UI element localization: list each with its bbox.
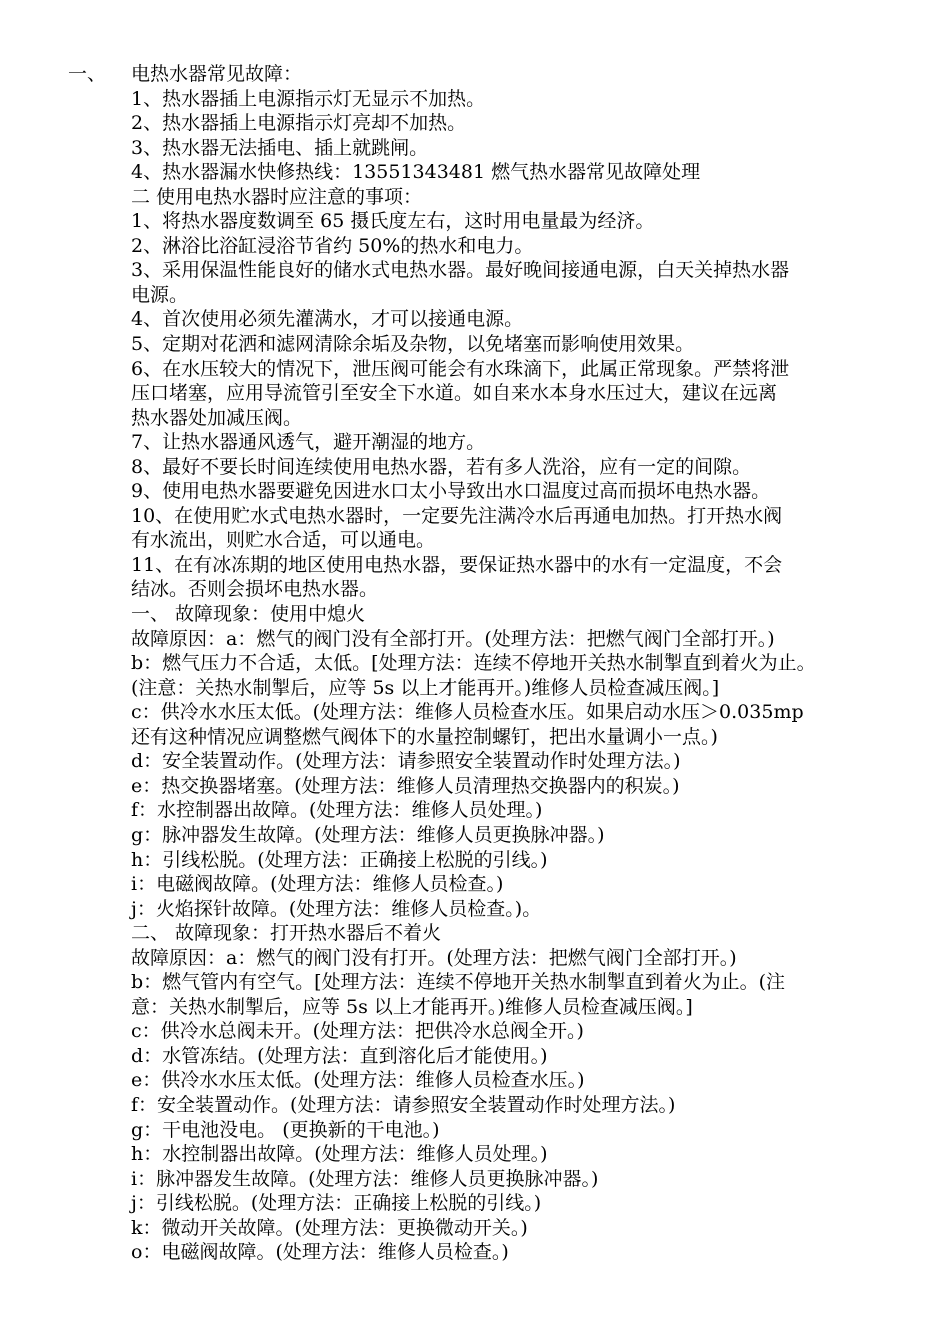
- text-line: o：电磁阀故障。(处理方法：维修人员检查。): [131, 1241, 509, 1264]
- text-line: 意：关热水制掣后，应等 5s 以上才能再开。)维修人员检查减压阀。]: [131, 995, 693, 1018]
- text-line: b：燃气管内有空气。[处理方法：连续不停地开关热水制掣直到着火为止。(注: [131, 971, 785, 994]
- text-line: h：水控制器出故障。(处理方法：维修人员处理。): [131, 1143, 548, 1166]
- text-line: b：燃气压力不合适，太低。[处理方法：连续不停地开关热水制掣直到着火为止。: [131, 652, 816, 675]
- text-line: 5、定期对花洒和滤网清除余垢及杂物，以免堵塞而影响使用效果。: [131, 333, 695, 356]
- text-line: k：微动开关故障。(处理方法：更换微动开关。): [131, 1216, 528, 1239]
- text-line: 有水流出，则贮水合适，可以通电。: [131, 529, 436, 552]
- text-line: f：安全装置动作。(处理方法：请参照安全装置动作时处理方法。): [131, 1093, 676, 1116]
- text-line: 1、热水器插上电源指示灯无显示不加热。: [131, 87, 486, 110]
- text-line: 6、在水压较大的情况下，泄压阀可能会有水珠滴下，此属正常现象。严禁将泄: [131, 357, 790, 380]
- text-line: 3、采用保温性能良好的储水式电热水器。最好晚间接通电源，白天关掉热水器: [131, 259, 790, 282]
- text-line: j：引线松脱。(处理方法：正确接上松脱的引线。): [131, 1192, 542, 1215]
- text-line: 热水器处加减压阀。: [131, 406, 303, 429]
- text-line: 电源。: [131, 283, 189, 306]
- section-heading: [68, 62, 895, 87]
- text-line: 1、将热水器度数调至 65 摄氏度左右，这时用电量最为经济。: [131, 210, 655, 233]
- text-line: 故障原因：a：燃气的阀门没有打开。(处理方法：把燃气阀门全部打开。): [131, 946, 737, 969]
- text-line: d：水管冻结。(处理方法：直到溶化后才能使用。): [131, 1044, 548, 1067]
- text-line: (注意：关热水制掣后，应等 5s 以上才能再开。)维修人员检查减压阀。]: [131, 676, 720, 699]
- text-line: j：火焰探针故障。(处理方法：维修人员检查。)。: [131, 897, 542, 920]
- heading-number: 一、: [68, 63, 107, 85]
- text-line: 2、热水器插上电源指示灯亮却不加热。: [131, 112, 467, 135]
- text-line: i：脉冲器发生故障。(处理方法：维修人员更换脉冲器。): [131, 1167, 599, 1190]
- text-line: c：供冷水水压太低。(处理方法：维修人员检查水压。如果启动水压＞0.035mp: [131, 701, 804, 724]
- text-line: 8、最好不要长时间连续使用电热水器，若有多人洗浴，应有一定的间隙。: [131, 455, 752, 478]
- text-line: 2、淋浴比浴缸浸浴节省约 50%的热水和电力。: [131, 234, 534, 257]
- text-line: 4、热水器漏水快修热线：13551343481 燃气热水器常见故障处理: [131, 161, 701, 184]
- text-lines: [131, 87, 895, 1265]
- text-line: 二 使用电热水器时应注意的事项：: [131, 185, 423, 208]
- text-line: 故障原因：a：燃气的阀门没有全部打开。(处理方法：把燃气阀门全部打开。): [131, 627, 775, 650]
- text-line: g：脉冲器发生故障。(处理方法：维修人员更换脉冲器。): [131, 823, 605, 846]
- text-line: 4、首次使用必须先灌满水，才可以接通电源。: [131, 308, 524, 331]
- text-line: e：热交换器堵塞。(处理方法：维修人员清理热交换器内的积炭。): [131, 774, 680, 797]
- text-line: 压口堵塞，应用导流管引至安全下水道。如自来水本身水压过大，建议在远离: [131, 382, 778, 405]
- text-line: 3、热水器无法插电、插上就跳闸。: [131, 136, 429, 159]
- text-line: i：电磁阀故障。(处理方法：维修人员检查。): [131, 873, 504, 896]
- text-line: f：水控制器出故障。(处理方法：维修人员处理。): [131, 799, 543, 822]
- text-line: 11、在有冰冻期的地区使用电热水器，要保证热水器中的水有一定温度，不会: [131, 553, 783, 576]
- text-line: g：干电池没电。 (更换新的干电池。): [131, 1118, 440, 1141]
- heading-text: 电热水器常见故障：: [131, 63, 303, 85]
- document-body: [68, 62, 895, 1265]
- text-line: 7、让热水器通风透气，避开潮湿的地方。: [131, 431, 486, 454]
- text-line: e：供冷水水压太低。(处理方法：维修人员检查水压。): [131, 1069, 585, 1092]
- text-line: 9、使用电热水器要避免因进水口太小导致出水口温度过高而损坏电热水器。: [131, 480, 771, 503]
- text-line: h：引线松脱。(处理方法：正确接上松脱的引线。): [131, 848, 548, 871]
- text-line: 一、 故障现象：使用中熄火: [131, 603, 366, 626]
- text-line: 结冰。否则会损坏电热水器。: [131, 578, 379, 601]
- text-line: c：供冷水总阀未开。(处理方法：把供冷水总阀全开。): [131, 1020, 584, 1043]
- text-line: 10、在使用贮水式电热水器时，一定要先注满冷水后再通电加热。打开热水阀: [131, 504, 783, 527]
- text-line: 还有这种情况应调整燃气阀体下的水量控制螺钉，把出水量调小一点。): [131, 725, 718, 748]
- text-line: d：安全装置动作。(处理方法：请参照安全装置动作时处理方法。): [131, 750, 681, 773]
- text-line: 二、 故障现象：打开热水器后不着火: [131, 922, 442, 945]
